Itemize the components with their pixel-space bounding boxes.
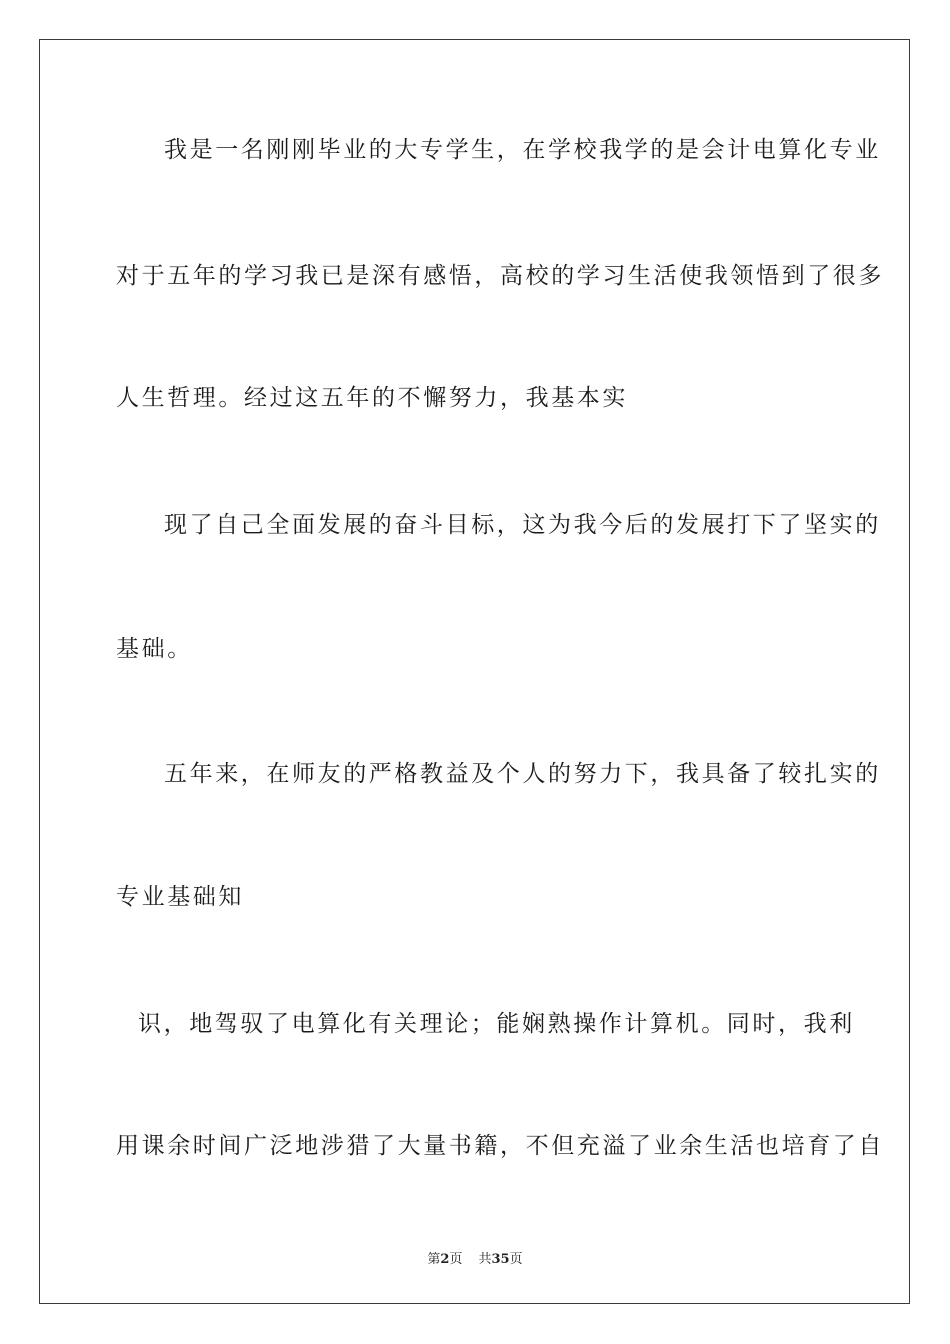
text-line-4: 现了自己全面发展的奋斗目标，这为我今后的发展打下了坚实的 — [164, 512, 881, 538]
text-line-1: 我是一名刚刚毕业的大专学生，在学校我学的是会计电算化专业 — [164, 137, 881, 163]
text-line-9: 用课余时间广泛地涉猎了大量书籍，不但充溢了业余生活也培育了自 — [116, 1133, 884, 1159]
page-number: 2 — [440, 1252, 450, 1267]
total-pages: 35 — [491, 1252, 510, 1267]
text-line-3: 人生哲理。经过这五年的不懈努力，我基本实 — [116, 385, 628, 411]
page-border — [39, 39, 910, 1304]
text-line-8: 识，地驾驭了电算化有关理论；能娴熟操作计算机。同时，我利 — [138, 1011, 855, 1037]
page-suffix: 页 — [449, 1252, 463, 1267]
text-line-6: 五年来，在师友的严格教益及个人的努力下，我具备了较扎实的 — [164, 761, 881, 787]
total-prefix: 共 — [478, 1252, 492, 1267]
page-footer — [0, 1248, 950, 1267]
total-suffix: 页 — [509, 1252, 523, 1267]
text-line-2: 对于五年的学习我已是深有感悟，高校的学习生活使我领悟到了很多 — [116, 263, 884, 289]
text-line-5: 基础。 — [116, 636, 193, 662]
text-line-7: 专业基础知 — [116, 884, 244, 910]
page-prefix: 第 — [427, 1252, 441, 1267]
